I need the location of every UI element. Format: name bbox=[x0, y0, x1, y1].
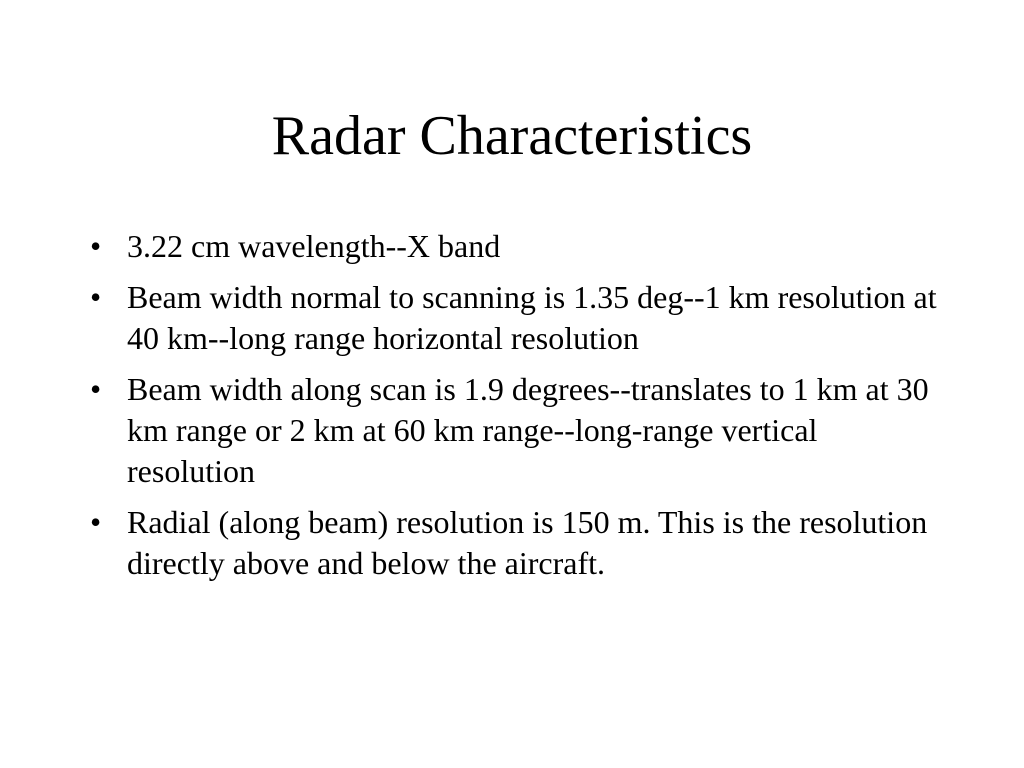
bullet-text: Beam width along scan is 1.9 degrees--translates to 1 km at 30 km range or 2 km at 60 km range--long-range vertical resolution bbox=[127, 371, 929, 489]
slide-title: Radar Characteristics bbox=[271, 105, 753, 167]
bullet-icon: • bbox=[90, 279, 102, 315]
bullet-text: Radial (along beam) resolution is 150 m. This is the resolution directly above and below the aircraft. bbox=[127, 504, 928, 581]
bullet-icon: • bbox=[90, 504, 102, 540]
bullet-list bbox=[90, 226, 950, 594]
bullet-item bbox=[90, 369, 950, 492]
bullet-text: Beam width normal to scanning is 1.35 deg--1 km resolution at 40 km--long range horizontal resolution bbox=[127, 279, 937, 356]
bullet-item bbox=[90, 277, 950, 359]
bullet-icon: • bbox=[90, 228, 102, 264]
bullet-item bbox=[90, 226, 950, 267]
bullet-item bbox=[90, 502, 950, 584]
bullet-icon: • bbox=[90, 371, 102, 407]
bullet-text: 3.22 cm wavelength--X band bbox=[127, 228, 501, 264]
